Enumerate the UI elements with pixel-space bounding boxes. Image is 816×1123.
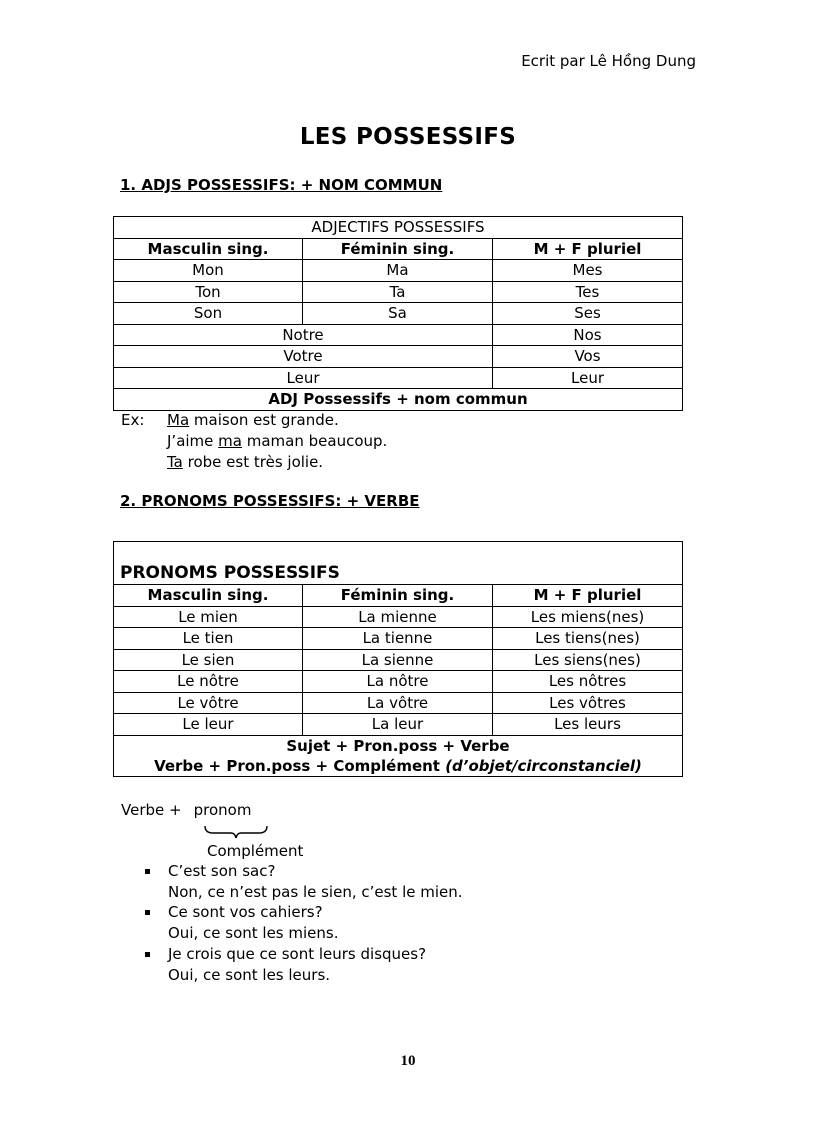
- bullet-icon: [145, 952, 150, 957]
- table-cell: Votre: [114, 346, 493, 368]
- table-cell: Le mien: [114, 606, 303, 628]
- example-line: Ma maison est grande.: [167, 411, 339, 429]
- adjectifs-possessifs-table: [113, 216, 683, 411]
- table-row: [114, 606, 683, 628]
- column-header: M + F pluriel: [493, 585, 683, 607]
- table-cell: Les vôtres: [493, 692, 683, 714]
- pronoms-possessifs-table: [113, 541, 683, 777]
- table-rule: ADJ Possessifs + nom commun: [114, 389, 683, 411]
- rule-line-2: Verbe + Pron.poss + Complément (d’objet/circonstanciel): [154, 756, 642, 775]
- table-cell: La nôtre: [303, 671, 493, 693]
- list-item: [144, 861, 463, 902]
- table-row: [114, 671, 683, 693]
- underlined-word: ma: [218, 432, 242, 450]
- section-1-heading: 1. ADJS POSSESSIFS: + NOM COMMUN: [120, 176, 443, 194]
- table-cell: Ton: [114, 281, 303, 303]
- examples-label: Ex:: [121, 411, 145, 429]
- answer: Non, ce n’est pas le sien, c’est le mien.: [168, 882, 463, 901]
- table-row: [114, 628, 683, 650]
- answer: Oui, ce sont les leurs.: [168, 965, 331, 984]
- question: C’est son sac?: [168, 862, 276, 880]
- table-cell: Les leurs: [493, 714, 683, 736]
- table-cell: Sa: [303, 303, 493, 325]
- author-header: Ecrit par Lê Hồng Dung: [521, 52, 696, 70]
- bullet-icon: [145, 910, 150, 915]
- table-cell: Le nôtre: [114, 671, 303, 693]
- table-cell: Les tiens(nes): [493, 628, 683, 650]
- example-line: J’aime ma maman beaucoup.: [167, 432, 388, 450]
- table-cell: Ses: [493, 303, 683, 325]
- table-cell: Ma: [303, 260, 493, 282]
- page-number: 10: [400, 1053, 416, 1069]
- table-cell: Nos: [493, 324, 683, 346]
- table-cell: La tienne: [303, 628, 493, 650]
- question: Je crois que ce sont leurs disques?: [168, 944, 427, 963]
- table-cell: Les siens(nes): [493, 649, 683, 671]
- table-row: [114, 714, 683, 736]
- pronom-label: pronom: [193, 801, 252, 819]
- rule-italic-note: (d’objet/circonstanciel): [445, 756, 642, 775]
- table-row: [114, 692, 683, 714]
- table-rule: [114, 735, 683, 776]
- table-row: [114, 367, 683, 389]
- underlined-word: Ma: [167, 411, 190, 429]
- table-row: [114, 649, 683, 671]
- table-cell: Notre: [114, 324, 493, 346]
- example-line: Ta robe est très jolie.: [167, 453, 324, 471]
- table-cell: Mes: [493, 260, 683, 282]
- column-header: Masculin sing.: [114, 238, 303, 260]
- table-cell: La leur: [303, 714, 493, 736]
- rule-line-1: Sujet + Pron.poss + Verbe: [286, 736, 510, 755]
- table-caption: ADJECTIFS POSSESSIFS: [114, 217, 683, 239]
- table-cell: Leur: [114, 367, 493, 389]
- table-cell: Vos: [493, 346, 683, 368]
- question: Ce sont vos cahiers?: [168, 903, 323, 922]
- table-cell: Son: [114, 303, 303, 325]
- table-cell: Les miens(nes): [493, 606, 683, 628]
- curly-brace-icon: [203, 824, 269, 840]
- table-row: [114, 346, 683, 368]
- underlined-word: Ta: [167, 453, 183, 471]
- answer: Oui, ce sont les miens.: [168, 924, 339, 943]
- table-cell: La sienne: [303, 649, 493, 671]
- table-cell: Leur: [493, 367, 683, 389]
- list-item: [144, 944, 463, 985]
- verbe-pronom-diagram: [121, 801, 251, 819]
- table-cell: La mienne: [303, 606, 493, 628]
- bullet-icon: [145, 869, 150, 874]
- table-cell: Mon: [114, 260, 303, 282]
- table-caption: PRONOMS POSSESSIFS: [114, 542, 683, 585]
- column-header: Masculin sing.: [114, 585, 303, 607]
- table-cell: Le leur: [114, 714, 303, 736]
- complement-label: Complément: [207, 842, 304, 860]
- page-title: LES POSSESSIFS: [299, 124, 517, 150]
- qa-list: [144, 861, 463, 985]
- column-header: Féminin sing.: [303, 238, 493, 260]
- table-row: [114, 281, 683, 303]
- table-row: [114, 303, 683, 325]
- list-item: [144, 902, 463, 943]
- table-row: [114, 324, 683, 346]
- column-header: Féminin sing.: [303, 585, 493, 607]
- verbe-label: Verbe +: [121, 801, 182, 819]
- section-2-heading: 2. PRONOMS POSSESSIFS: + VERBE: [120, 492, 420, 510]
- table-cell: Le vôtre: [114, 692, 303, 714]
- table-cell: Le sien: [114, 649, 303, 671]
- column-header: M + F pluriel: [493, 238, 683, 260]
- table-cell: Les nôtres: [493, 671, 683, 693]
- table-cell: Ta: [303, 281, 493, 303]
- table-row: [114, 260, 683, 282]
- table-cell: Tes: [493, 281, 683, 303]
- table-cell: La vôtre: [303, 692, 493, 714]
- table-cell: Le tien: [114, 628, 303, 650]
